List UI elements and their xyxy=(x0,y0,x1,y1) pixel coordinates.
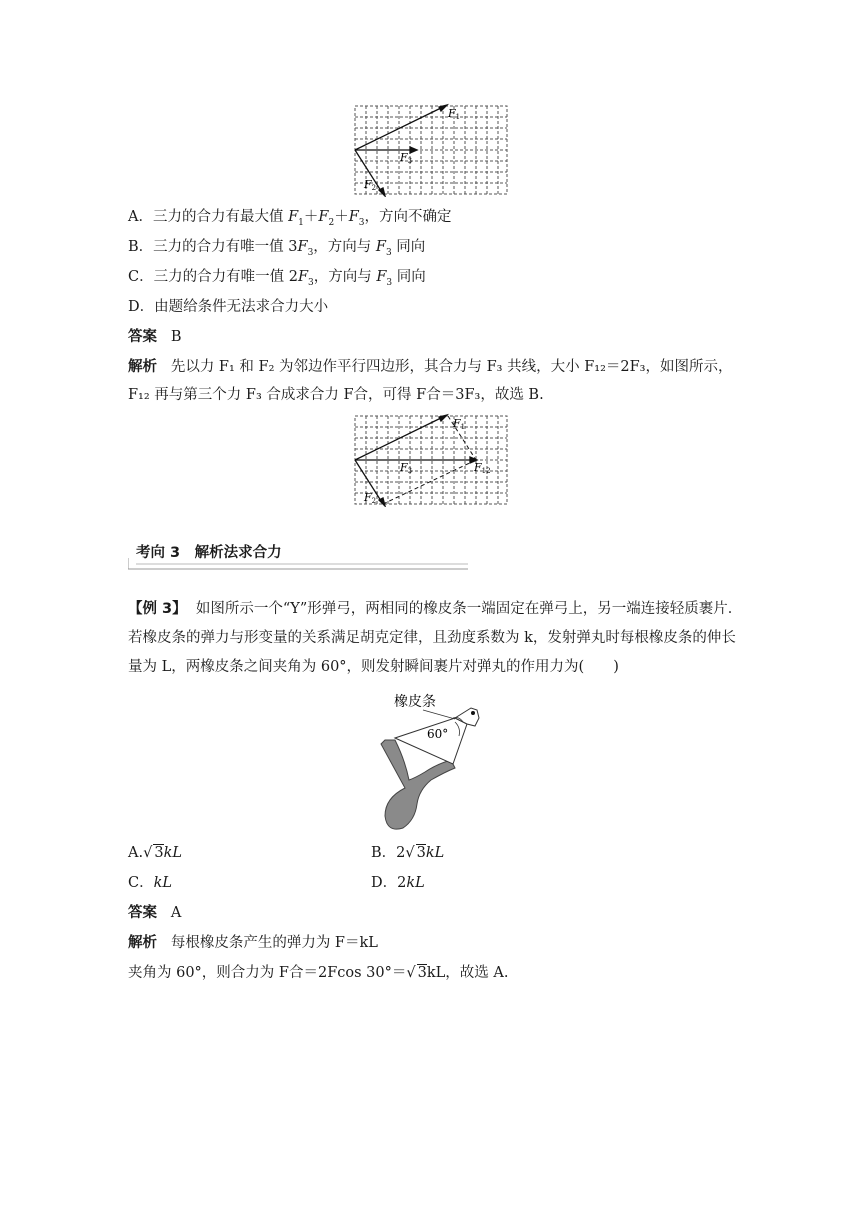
option-b: B．2√ 3kL xyxy=(371,845,445,861)
angle-label: 60° xyxy=(427,727,449,741)
force-grid-figure-1 xyxy=(350,103,512,197)
analysis-3-line-1: 解析 每根橡皮条产生的弹力为 F＝kL xyxy=(128,935,378,951)
option-c: C．kL xyxy=(128,875,173,891)
answer-label: 答案 xyxy=(128,329,157,345)
answer-value: B xyxy=(170,329,182,345)
option-d: D．由题给条件无法求合力大小 xyxy=(128,299,329,315)
answer-label: 答案 xyxy=(128,905,157,921)
analysis-1-line-1: 解析 先以力 F₁ 和 F₂ 为邻边作平行四边形，其合力与 F₃ 共线，大小 F₁₂＝2F₃，如图所示， xyxy=(128,359,733,375)
analysis-3-line-2: 夹角为 60°，则合力为 F合＝2Fcos 30°＝√ 3kL，故选 A. xyxy=(128,965,509,981)
f12-label: F12 xyxy=(474,461,491,475)
f1-label: F1 xyxy=(453,417,466,431)
option-d: D．2kL xyxy=(371,875,425,891)
example-3-text: 【例 3】 如图所示一个“Y”形弹弓，两相同的橡皮条一端固定在弹弓上，另一端连接轻质裹片．若橡皮条的弹力与形变量的关系满足胡克定律，且劲度系数为 k，发射弹丸时每根橡皮条的伸长量为 L，两橡皮条之间夹角为 60°，则发射瞬间裹片对弹丸的作用力为( ) xyxy=(128,601,743,675)
f1-label: F1 xyxy=(448,107,461,121)
f3-label: F3 xyxy=(400,151,413,165)
analysis-1-line-2: F₁₂ 再与第三个力 F₃ 合成求合力 F合，可得 F合＝3F₃，故选 B. xyxy=(128,387,544,403)
option-b: B．三力的合力有唯一值 $3F_3$，方向与 $F_3$ 同向 xyxy=(128,239,426,258)
analysis-label: 解析 xyxy=(128,359,157,375)
example-tag: 【例 3】 xyxy=(128,601,187,617)
analysis-label: 解析 xyxy=(128,935,157,951)
option-a: A.√ 3kL xyxy=(128,845,182,861)
answer-value: A xyxy=(170,905,182,921)
option-c: C．三力的合力有唯一值 $2F_3$，方向与 $F_3$ 同向 xyxy=(128,269,426,288)
band-label: 橡皮条 xyxy=(394,694,436,710)
section-header xyxy=(128,538,468,570)
answer-3 xyxy=(128,903,181,923)
f2-label: F2 xyxy=(364,491,377,505)
force-grid-figure-2 xyxy=(350,413,512,507)
f2-label: F2 xyxy=(364,178,377,192)
answer-1 xyxy=(128,327,181,347)
f3-label: F3 xyxy=(400,461,413,475)
section-title: 考向 3 解析法求合力 xyxy=(136,545,282,561)
slingshot-figure xyxy=(375,688,490,833)
option-a: A．三力的合力有最大值 $F_1+F_2+F_3$，方向不确定 xyxy=(128,209,452,228)
